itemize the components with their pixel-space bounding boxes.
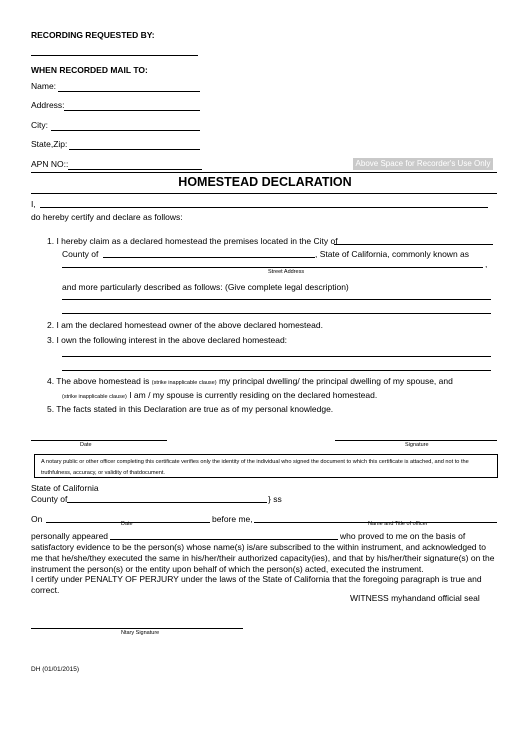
apn-label: APN NO::: [31, 159, 69, 169]
strike-clause-note-2: (strike inapplicable clause): [62, 394, 127, 400]
item1-comma: ,: [485, 259, 488, 269]
notary-date-caption: Date: [121, 521, 133, 527]
notary-county-label: County of: [31, 494, 68, 504]
recorder-use-box: Above Space for Recorder's Use Only: [353, 158, 493, 170]
certify-text: do hereby certify and declare as follows:: [31, 212, 183, 222]
declarant-name-field[interactable]: [40, 207, 488, 208]
document-title: HOMESTEAD DECLARATION: [178, 175, 352, 189]
personally-appeared-label: personally appeared: [31, 531, 109, 541]
city-label: City:: [31, 120, 48, 130]
item4-prefix: 4. The above homestead is: [47, 376, 150, 386]
signature-caption: Signature: [405, 442, 429, 448]
perjury-paragraph: I certify under PENALTY OF PERJURY under the laws of the State of California that the foregoing paragraph is true and correct.: [31, 574, 482, 595]
apn-field[interactable]: [68, 169, 202, 170]
notary-notice-box: A notary public or other officer completing this certificate verifies only the identity of the individual who signed the document to which this certificate is attached, and not to the truthfulness, accuracy, or validity of thatdocument.: [34, 454, 498, 478]
legal-description-line-2[interactable]: [62, 313, 491, 314]
name-title-caption: Name and Title of officer: [368, 521, 428, 527]
personally-appeared-field[interactable]: [110, 539, 338, 540]
title-top-rule: [31, 172, 497, 173]
evidence-paragraph: satisfactory evidence to be the person(s) whose name(s) is/are subscribed to the within instrument, and acknowledged to me that he/she/they executed the same in his/her/their authorized capacity(ies), and that by his/her/their signature(s) on the instrument the person(s) or the entity upon behalf of which the person(s) acted, executed the instrument.: [31, 542, 495, 574]
recording-requested-by-label: RECORDING REQUESTED BY:: [31, 30, 155, 40]
item5-text: 5. The facts stated in this Declaration are true as of my personal knowledge.: [47, 404, 334, 414]
notary-county-field[interactable]: [67, 502, 267, 503]
declaration-signature-field[interactable]: [335, 440, 497, 441]
address-field[interactable]: [64, 110, 200, 111]
name-label: Name:: [31, 81, 57, 91]
recording-requested-by-field[interactable]: [31, 55, 198, 56]
city-field[interactable]: [51, 130, 200, 131]
witness-text: WITNESS myhandand official seal: [350, 593, 480, 603]
interest-line-2[interactable]: [62, 370, 491, 371]
state-zip-label: State,Zip:: [31, 139, 68, 149]
date-caption: Date: [80, 442, 92, 448]
item4-line2-text: I am / my spouse is currently residing on the declared homestead.: [129, 390, 378, 400]
when-recorded-mail-to-label: WHEN RECORDED MAIL TO:: [31, 65, 148, 75]
legal-description-line-1[interactable]: [62, 299, 491, 300]
item1-county-label: County of: [62, 249, 99, 259]
item1-text: 1. I hereby claim as a declared homestead the premises located in the City of: [47, 236, 338, 246]
item4-mid: my principal dwelling/ the principal dwelling of my spouse, and: [218, 376, 453, 386]
name-field[interactable]: [58, 91, 200, 92]
state-zip-field[interactable]: [69, 149, 200, 150]
notary-state-label: State of California: [31, 483, 99, 493]
item2-text: 2. I am the declared homestead owner of the above declared homestead.: [47, 320, 323, 330]
item4-text: [47, 376, 453, 386]
interest-line-1[interactable]: [62, 356, 491, 357]
declaration-date-field[interactable]: [31, 440, 167, 441]
item1-county-field[interactable]: [103, 257, 315, 258]
form-id: DH (01/01/2015): [31, 666, 80, 673]
notary-signature-caption: Ntary Signature: [121, 630, 160, 636]
notary-on-label: On: [31, 514, 43, 524]
title-bottom-rule: [31, 193, 497, 194]
item3-text: 3. I own the following interest in the above declared homestead:: [47, 335, 288, 345]
item1-state-text: , State of California, commonly known as: [315, 249, 470, 259]
city-of-field[interactable]: [334, 244, 493, 245]
street-address-caption: Street Address: [268, 269, 305, 275]
before-me-label: before me,: [212, 514, 253, 524]
address-label: Address:: [31, 100, 65, 110]
proved-text: who proved to me on the basis of: [340, 531, 466, 541]
street-address-field[interactable]: [62, 267, 483, 268]
item1-described-text: and more particularly described as follows: (Give complete legal description): [62, 282, 349, 292]
notary-signature-field[interactable]: [31, 628, 243, 629]
notary-ss: } ss: [268, 494, 282, 504]
declarant-i-label: I,: [31, 199, 36, 209]
strike-clause-note: (strike inapplicable clause): [151, 380, 217, 386]
item4-line2: [62, 390, 377, 400]
